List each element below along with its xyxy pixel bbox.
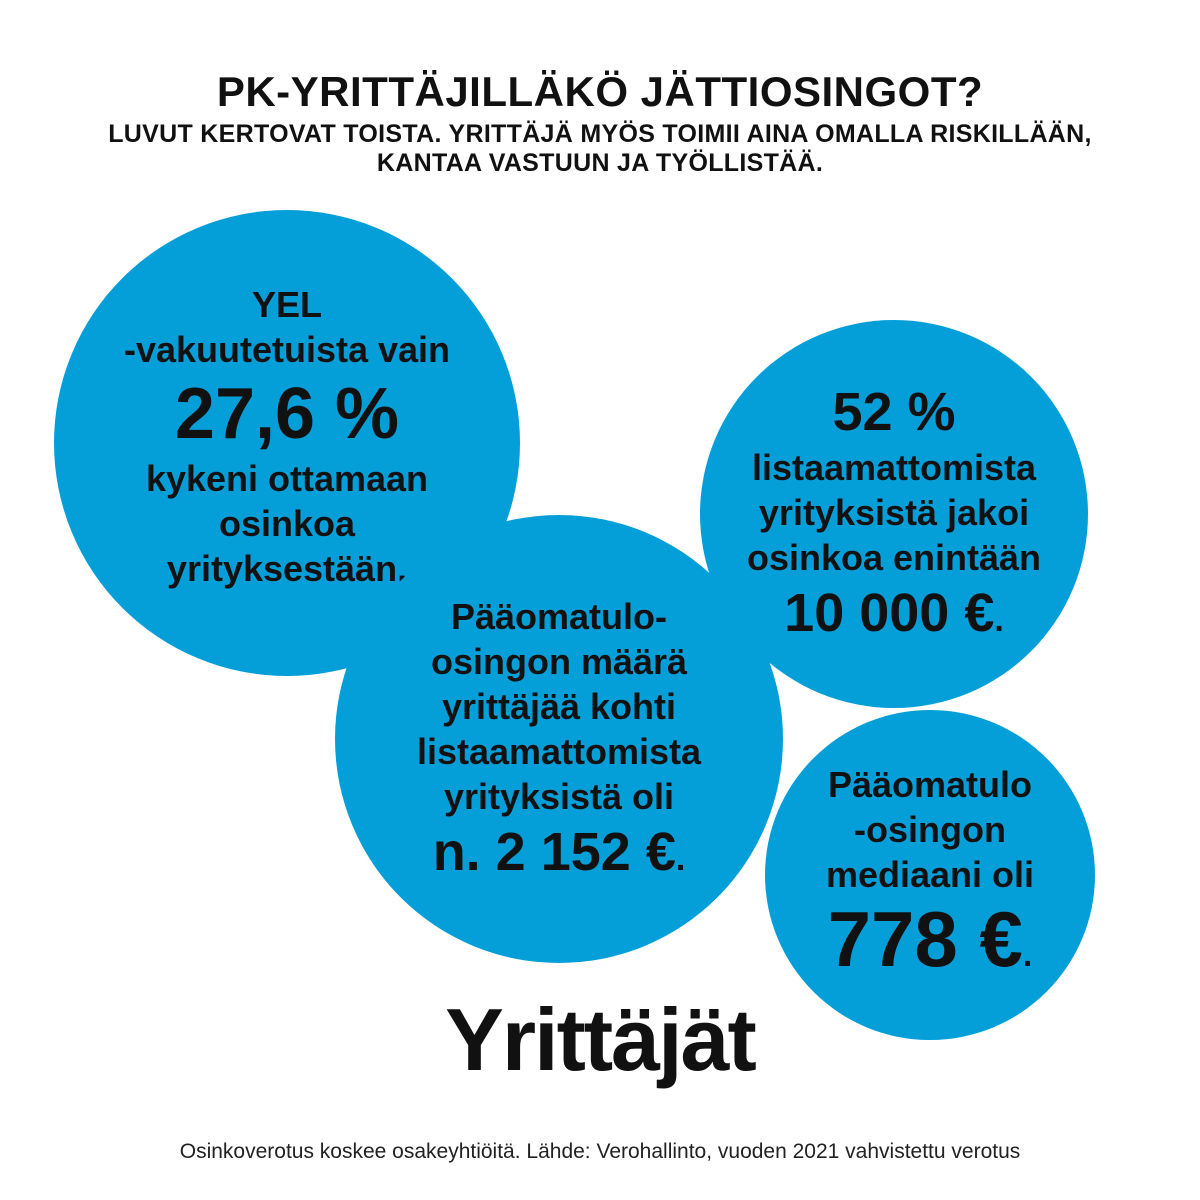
unlisted-amount-period: .: [994, 601, 1004, 639]
median-amount: [827, 894, 1033, 997]
yel-line-5: yrityksestään.: [166, 547, 408, 589]
yel-line-4: osinkoa: [218, 502, 356, 544]
per-entrepreneur-amount-value: n. 2 152 €: [432, 822, 676, 882]
page-title: PK-YRITTÄJILLÄKÖ JÄTTIOSINGOT?: [216, 68, 984, 115]
yel-percentage-value: 27,6 %: [174, 373, 400, 454]
per-entrepreneur-line-1: Pääomatulo-: [450, 596, 668, 637]
unlisted-amount-value: 10 000 €: [784, 583, 995, 643]
median-amount-value: 778 €: [827, 894, 1023, 983]
unlisted-line-2: yrityksistä jakoi: [758, 492, 1030, 533]
median-line-3: mediaani oli: [825, 853, 1035, 895]
yel-line-2: -vakuutetuista vain: [123, 328, 451, 370]
subtitle-line-2: KANTAA VASTUUN JA TYÖLLISTÄÄ.: [376, 149, 824, 177]
per-entrepreneur-amount-period: .: [675, 840, 686, 878]
unlisted-line-3: osinkoa enintään: [746, 537, 1042, 578]
median-amount-period: .: [1022, 935, 1033, 974]
per-entrepreneur-amount: [433, 819, 686, 892]
median-line-1: Pääomatulo: [827, 763, 1033, 805]
per-entrepreneur-line-3: yrittäjää kohti: [441, 686, 677, 727]
per-entrepreneur-line-4: listaamattomista: [416, 731, 702, 772]
median-line-2: -osingon: [854, 808, 1006, 850]
unlisted-percentage-value: 52 %: [832, 382, 956, 442]
yel-line-3: kykeni ottamaan: [145, 457, 429, 499]
yrittajat-logo: Yrittäjät: [445, 990, 755, 1089]
unlisted-line-1: listaamattomista: [751, 447, 1037, 488]
unlisted-amount: [784, 580, 1004, 653]
per-entrepreneur-line-5: yrityksistä oli: [443, 776, 675, 817]
source-footnote: Osinkoverotus koskee osakeyhtiöitä. Lähde: Verohallinto, vuoden 2021 vahvistettu verotus: [179, 1140, 1021, 1163]
subtitle-line-1: LUVUT KERTOVAT TOISTA. YRITTÄJÄ MYÖS TOIMII AINA OMALLA RISKILLÄÄN,: [108, 120, 1092, 148]
yel-line-1: YEL: [251, 283, 322, 325]
per-entrepreneur-stat-bubble: [335, 515, 783, 963]
per-entrepreneur-line-2: osingon määrä: [430, 641, 688, 682]
